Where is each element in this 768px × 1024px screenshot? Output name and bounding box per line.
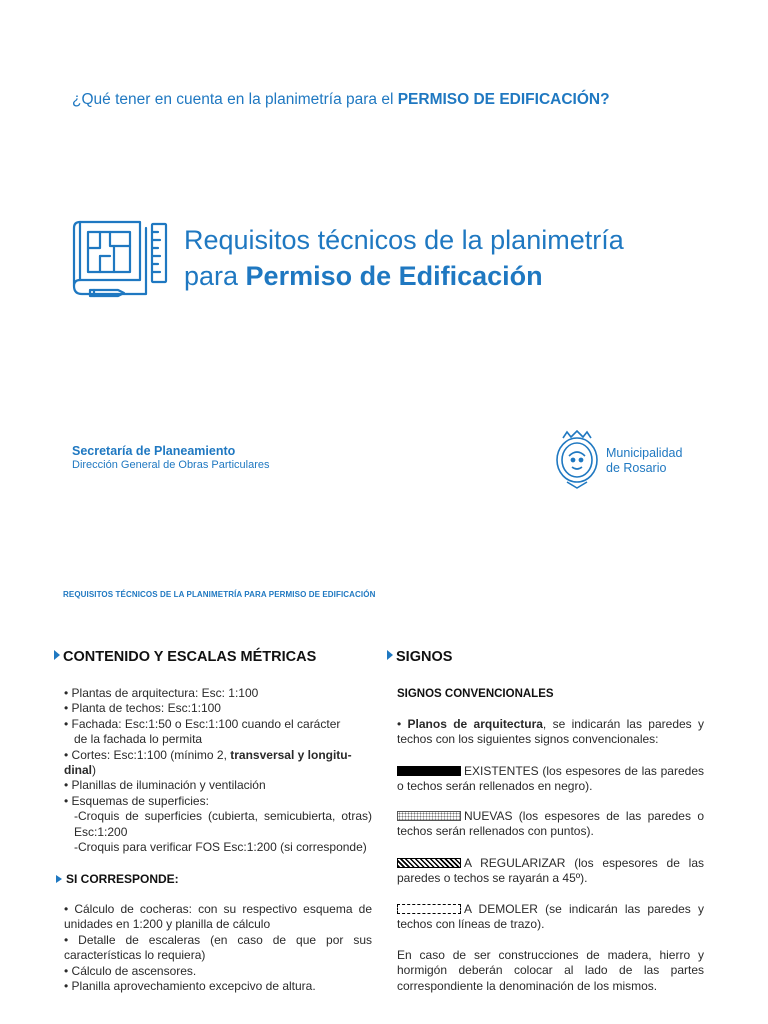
- right-heading: [387, 649, 452, 665]
- sign-regularizar-text: A REGULARIZAR (los espesores de las paredes o techos se rayarán a 45º).: [397, 856, 704, 886]
- list-item: [64, 748, 372, 779]
- sign-existentes-text: EXISTENTES (los espesores de las paredes o techos serán rellenados en negro).: [397, 764, 704, 794]
- list-item: • Esquemas de superficies:: [64, 793, 209, 808]
- signs-intro-text: , se indicarán las paredes y techos con los siguientes signos convencionales:: [397, 717, 704, 747]
- intro-question: [72, 91, 610, 109]
- title-line-2-bold: Permiso de Edificación: [245, 261, 543, 291]
- sign-demoler: [397, 902, 704, 933]
- signs-intro-bullet: •: [397, 717, 408, 731]
- if-applicable-list: [64, 902, 372, 994]
- blueprint-icon: [70, 218, 178, 302]
- right-subheading: SIGNOS CONVENCIONALES: [397, 688, 554, 700]
- list-item: • Planta de techos: Esc:1:100: [64, 701, 221, 716]
- left-subheading: [56, 872, 179, 886]
- triangle-bullet-icon: [54, 650, 60, 660]
- sign-nuevas-text: NUEVAS (los espesores de las paredes o techos serán rellenados con puntos).: [397, 809, 704, 839]
- sign-regularizar: [397, 856, 704, 887]
- triangle-bullet-icon: [387, 650, 393, 660]
- direction-name: Dirección General de Obras Particulares: [72, 459, 270, 471]
- left-heading: [54, 649, 316, 665]
- dashed-swatch-icon: [397, 904, 461, 914]
- list-item-bold: dinal: [64, 763, 93, 778]
- municipality-name: [606, 446, 682, 476]
- solid-black-swatch-icon: [397, 766, 461, 776]
- list-item-text: • Cortes: Esc:1:100 (mínimo 2,: [64, 747, 231, 762]
- sign-demoler-text: A DEMOLER (se indicarán las paredes y techos con líneas de trazo).: [397, 902, 704, 932]
- list-item: • Detalle de escaleras (en caso de que por sus características lo requiera): [64, 932, 372, 963]
- left-heading-text: CONTENIDO Y ESCALAS MÉTRICAS: [63, 649, 317, 665]
- list-item: • Cálculo de ascensores.: [64, 963, 197, 978]
- list-item: • Planilla aprovechamiento excepcivo de altura.: [64, 979, 316, 994]
- list-item-text: ): [92, 763, 97, 778]
- page-header: REQUISITOS TÉCNICOS DE LA PLANIMETRÍA PARA PERMISO DE EDIFICACIÓN: [63, 590, 376, 599]
- secretaria-name: Secretaría de Planeamiento: [72, 444, 236, 458]
- sign-existentes: [397, 764, 704, 795]
- signs-intro: [397, 717, 704, 748]
- list-item: • Cálculo de cocheras: con su respectivo esquema de unidades en 1:200 y planilla de cálculo: [64, 902, 372, 932]
- title-line-2: [184, 258, 624, 294]
- municipality-line-1: Municipalidad: [606, 446, 683, 460]
- title-line-2-prefix: para: [184, 261, 246, 291]
- triangle-bullet-icon: [56, 875, 62, 883]
- document-title: [184, 222, 624, 294]
- contents-list: [64, 686, 372, 855]
- list-item-sub: -Croquis para verificar FOS Esc:1:200 (si corresponde): [74, 840, 367, 855]
- list-item-bold: transversal y longitu-: [230, 747, 352, 762]
- title-line-1: Requisitos técnicos de la planimetría: [184, 225, 624, 255]
- list-item: • Plantas de arquitectura: Esc: 1:100: [64, 686, 259, 700]
- signs-intro-bold: Planos de arquitectura: [407, 717, 543, 731]
- municipal-emblem-icon: [553, 430, 601, 490]
- right-heading-text: SIGNOS: [396, 649, 453, 665]
- list-item: • Planillas de iluminación y ventilación: [64, 778, 266, 793]
- intro-question-text: ¿Qué tener en cuenta en la planimetría para el: [72, 91, 398, 108]
- dotted-swatch-icon: [397, 811, 461, 821]
- intro-question-bold: PERMISO DE EDIFICACIÓN?: [397, 91, 610, 108]
- sign-nuevas: [397, 809, 704, 840]
- list-item-sub: -Croquis de superficies (cubierta, semicubierta, otras) Esc:1:200: [74, 809, 372, 839]
- hatched-swatch-icon: [397, 858, 461, 868]
- left-subheading-text: SI CORRESPONDE:: [66, 872, 179, 886]
- closing-note: En caso de ser construcciones de madera, hierro y hormigón deberán colocar al lado de las partes correspondiente la denominación de los mismos.: [397, 948, 704, 993]
- list-item-continuation: de la fachada lo permita: [74, 732, 203, 747]
- municipality-line-2: de Rosario: [606, 461, 667, 475]
- list-item: • Fachada: Esc:1:50 o Esc:1:100 cuando el carácter: [64, 716, 341, 731]
